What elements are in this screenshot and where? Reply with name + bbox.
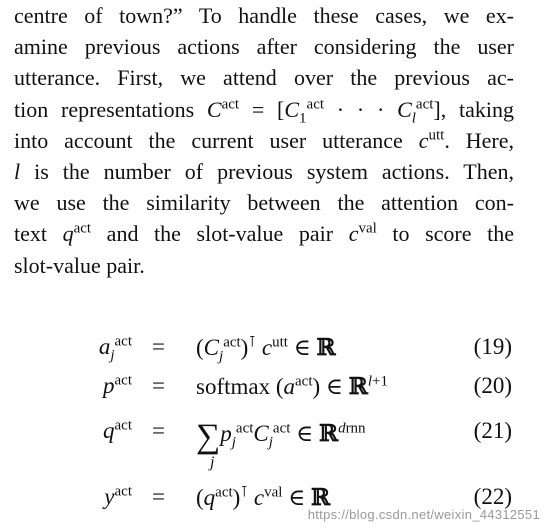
watermark-url: https://blog.csdn.net/weixin_44312551: [307, 507, 540, 522]
equation-number: (21): [473, 418, 512, 443]
equation-22: $y^{act}$ = $(q^{act})^⊺$ $c^{val}$ ∈ ℝ (22): [104, 483, 512, 511]
paragraph-line-7: we use the similarity between the attention con-: [14, 190, 514, 216]
paragraph-line-8: text $q^{act}$ and the slot-value pair $c^{val}$ to score the: [14, 221, 514, 247]
paragraph-line-4: tion representations $C^{act} = [C_1^{act}$ · · · $C_l^{act}$], taking: [14, 96, 514, 126]
body-paragraph: [14, 0, 514, 281]
equation-number: (22): [473, 484, 512, 509]
math-cutt: $c^{utt}$: [418, 127, 445, 153]
math-cact-definition: $C^{act} = [C_1^{act}$ · · · $C_l^{act}$]: [206, 96, 441, 126]
paragraph-line-3: utterance. First, we attend over the previous ac-: [14, 65, 514, 91]
math-l: l: [14, 159, 21, 185]
equation-20: $p^{act}$ = softmax $(a^{act})$ ∈ ℝ$^{l+1}$ (20): [103, 372, 512, 400]
paragraph-line-1: centre of town?” To handle these cases, we ex-: [14, 3, 514, 28]
equation-number: (20): [473, 373, 512, 398]
math-qact: $q^{act}$: [62, 221, 92, 247]
paragraph-line-5: into account the current user utterance $c^{utt}$. Here,: [14, 127, 514, 153]
paragraph-line-2: amine previous actions after considering the user: [14, 34, 514, 60]
math-cval: $c^{val}$: [348, 221, 377, 247]
equation-21: $q^{act}$ = $\sum p_j^{act}C_j^{act}$ ∈ ℝ$^{drnn}$ j (21): [103, 417, 512, 471]
paragraph-line-6: l is the number of previous system actions. Then,: [14, 159, 514, 185]
equation-19: $a_j^{act}$ = $(C_j^{act})^⊺$ $c^{utt}$ ∈ ℝ (19): [98, 333, 512, 365]
equation-number: (19): [473, 334, 512, 359]
paragraph-line-9: slot-value pair.: [14, 252, 145, 278]
